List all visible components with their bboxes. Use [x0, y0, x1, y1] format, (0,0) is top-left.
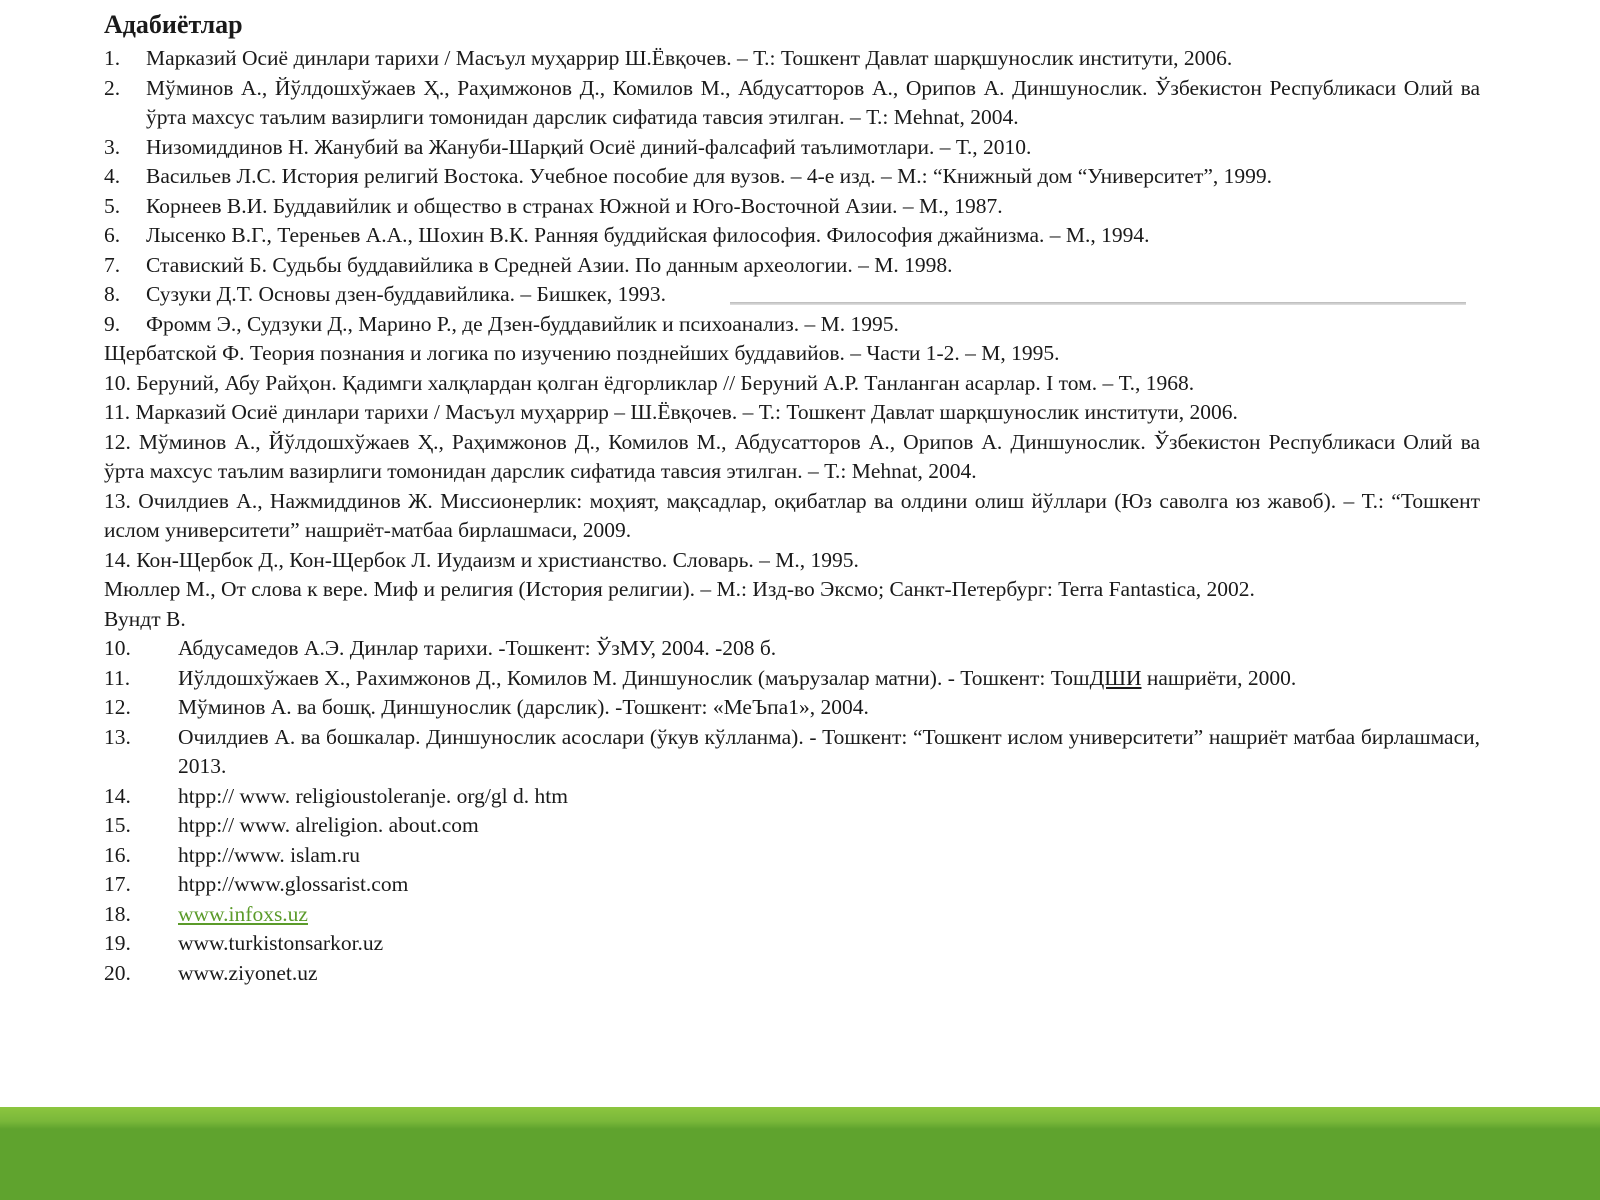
list-item [104, 133, 1480, 163]
item-number: 15. [104, 813, 131, 837]
item-number: 18. [104, 901, 131, 926]
item-text: Мўминов А. ва бошқ. Диншунослик (дарслик). -Тошкент: «МеЪпа1», 2004. [178, 695, 869, 719]
item-text: Васильев Л.С. История религий Востока. Учебное пособие для вузов. – 4-е изд. – М.: “Книжный дом “Университет”, 1999. [146, 164, 1273, 188]
item-text: Ставиский Б. Судьбы буддавийлика в Средней Азии. По данным археологии. – М. 1998. [146, 252, 953, 277]
item-number: 5. [104, 193, 121, 218]
item-text: Сузуки Д.Т. Основы дзен-буддавийлика. – Бишкек, 1993. [146, 282, 666, 306]
item-number: 19. [104, 931, 131, 955]
list-item [104, 634, 1480, 664]
item-text: Марказий Осиё динлари тарихи / Масъул муҳаррир Ш.Ёвқочев. – Т.: Тошкент Давлат шарқшунослик институти, 2006. [146, 46, 1233, 70]
list-item [104, 664, 1480, 694]
item-number: 13. [104, 724, 131, 749]
list-item [104, 693, 1480, 723]
list-item [104, 782, 1480, 812]
list-item [104, 310, 1480, 340]
footer-bar [0, 1107, 1600, 1200]
item-link-wrap [178, 900, 1480, 930]
reference-paragraph: 13. Очилдиев А., Нажмиддинов Ж. Миссионерлик: моҳият, мақсадлар, оқибатлар ва олдини олиш йўллари (Юз саволга юз жавоб). – Т.: “Тошкент ислом университети” нашриёт-матбаа бирлашмаси, 2009. [104, 488, 1480, 542]
item-number: 8. [104, 282, 121, 306]
item-text: htpp:// www. religioustoleranje. org/gl d. htm [178, 783, 568, 808]
list-item [104, 162, 1480, 192]
infoxs-link[interactable]: www.infoxs.uz [178, 901, 308, 926]
item-number: 12. [104, 695, 131, 719]
references-list-b [104, 634, 1480, 988]
item-text-part: Иўлдошхўжаев Х., Рахимжонов Д., Комилов М. Диншунослик (маърузалар матни). - Тошкент: Тош [178, 665, 1090, 690]
item-text: Лысенко В.Г., Тереньев А.А., Шохин В.К. Ранняя буддийская философия. Философия джайнизма. – М., 1994. [146, 223, 1150, 247]
item-number: 11. [104, 665, 131, 690]
item-text: Фромм Э., Судзуки Д., Марино Р., де Дзен-буддавийлик и психоанализ. – М. 1995. [146, 311, 899, 336]
item-number: 14. [104, 783, 131, 808]
item-text: htpp://www.glossarist.com [178, 872, 409, 896]
item-text: Низомиддинов Н. Жанубий ва Жануби-Шарқий Осиё диний-фалсафий таълимотлари. – Т., 2010. [146, 134, 1032, 159]
item-number: 3. [104, 134, 121, 159]
item-text: Очилдиев А. ва бошкалар. Диншунослик асослари (ўкув кўлланма). - Тошкент: “Тошкент ислом университети” нашриёт матбаа бирлашмаси, 2013. [178, 724, 1480, 778]
item-text: Корнеев В.И. Буддавийлик и общество в странах Южной и Юго-Восточной Азии. – М., 1987. [146, 193, 1003, 218]
references-list-a [104, 44, 1480, 339]
item-number: 2. [104, 75, 121, 100]
list-item [104, 74, 1480, 133]
reference-paragraph: 11. Марказий Осиё динлари тарихи / Масъул муҳаррир – Ш.Ёвқочев. – Т.: Тошкент Давлат шарқшунослик институти, 2006. [104, 400, 1238, 424]
item-number: 16. [104, 842, 131, 867]
underlined-abbreviation: ДШИ [1089, 665, 1142, 690]
item-text: www.ziyonet.uz [178, 960, 318, 985]
item-text: www.turkistonsarkor.uz [178, 931, 384, 955]
list-item [104, 870, 1480, 900]
list-item [104, 44, 1480, 74]
list-item [104, 841, 1480, 871]
list-item [104, 811, 1480, 841]
item-number: 6. [104, 223, 121, 247]
horizontal-divider [730, 302, 1466, 305]
references-paragraphs [104, 339, 1480, 634]
list-item [104, 959, 1480, 989]
item-number: 1. [104, 46, 121, 70]
item-text [178, 664, 1480, 694]
list-item [104, 929, 1480, 959]
reference-paragraph: Мюллер М., От слова к вере. Миф и религия (История религии). – М.: Изд-во Эксмо; Санкт-Петербург: Terra Fantastica, 2002. [104, 577, 1255, 601]
item-text: Абдусамедов А.Э. Динлар тарихи. -Тошкент: ЎзМУ, 2004. -208 б. [178, 636, 777, 660]
reference-paragraph: 10. Беруний, Абу Райҳон. Қадимги халқлардан қолган ёдгорликлар // Беруний А.Р. Танланган асарлар. I том. – Т., 1968. [104, 370, 1195, 395]
item-number: 17. [104, 872, 131, 896]
item-number: 4. [104, 164, 121, 188]
reference-paragraph: Вундт В. [104, 606, 186, 631]
item-number: 9. [104, 311, 121, 336]
list-item [104, 280, 1480, 310]
item-number: 7. [104, 252, 121, 277]
item-text: htpp://www. islam.ru [178, 842, 360, 867]
list-item [104, 192, 1480, 222]
item-text: Мўминов А., Йўлдошхўжаев Ҳ., Раҳимжонов Д., Комилов М., Абдусатторов А., Орипов А. Диншунослик. Ўзбекистон Республикаси Олий ва ўрта махсус таълим вазирлиги томонидан дарслик сифатида тавсия этилган. – Т.: Mehnat, 2004. [146, 75, 1480, 129]
reference-paragraph: Щербатской Ф. Теория познания и логика по изучению позднейших буддавийов. – Части 1-2. – М, 1995. [104, 341, 1060, 365]
item-number: 10. [104, 636, 131, 660]
item-text-part: нашриёти, 2000. [1141, 665, 1297, 690]
slide-title: Адабиётлар [104, 10, 243, 39]
references-slide [104, 8, 1480, 988]
list-item [104, 221, 1480, 251]
reference-paragraph: 12. Мўминов А., Йўлдошхўжаев Ҳ., Раҳимжонов Д., Комилов М., Абдусатторов А., Орипов А. Диншунослик. Ўзбекистон Республикаси Олий ва ўрта махсус таълим вазирлиги томонидан дарслик сифатида тавсия этилган. – Т.: Mehnat, 2004. [104, 429, 1480, 483]
list-item [104, 251, 1480, 281]
list-item [104, 723, 1480, 782]
item-text: htpp:// www. alreligion. about.com [178, 813, 479, 837]
list-item [104, 900, 1480, 930]
item-number: 20. [104, 960, 131, 985]
reference-paragraph: 14. Кон-Щербок Д., Кон-Щербок Л. Иудаизм и христианство. Словарь. – М., 1995. [104, 547, 859, 572]
